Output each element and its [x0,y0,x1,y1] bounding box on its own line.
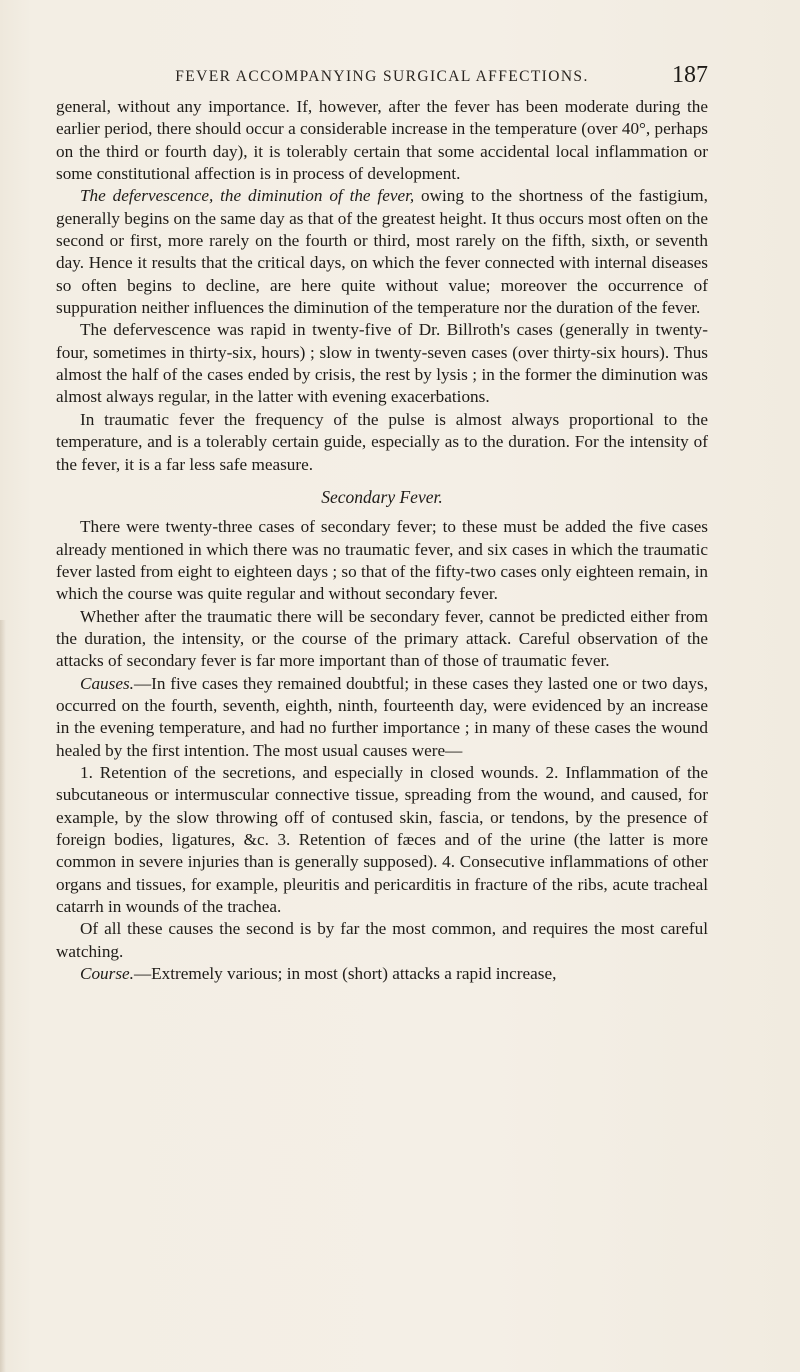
paragraph-text: owing to the shortness of the fastigium, generally begins on the same day as that of the greatest height. It thus occurs most often on the second or first, more rarely on the fourth or third, most rarely on the fifth, sixth, or seventh day. Hence it results that the critical days, on which the fever connected with internal diseases so often begins to decline, are here quite without value; moreover the occurrence of suppuration neither influences the diminution of the temperature nor the duration of the fever. [56,186,708,318]
paragraph-lead-italic: The defervescence, the diminution of the fever, [80,186,415,206]
paragraph-most-common: Of all these causes the second is by far the most common, and requires the most careful watching. [56,919,708,961]
paragraph-billroth-cases: The defervescence was rapid in twenty-five of Dr. Billroth's cases (generally in twenty-four, sometimes in thirty-six, hours) ; slow in twenty-seven cases (over thirty-six hours). Thus almost the half of the cases ended by crisis, the rest by lysis ; in the former the diminution was almost always regular, in the latter with evening exacerbations. [56,320,708,407]
page-body [56,96,708,985]
paragraph-pulse: In traumatic fever the frequency of the pulse is almost always proportional to the temperature, and is a tolerably certain guide, especially as to the duration. For the intensity of the fever, it is a far less safe measure. [56,409,708,474]
running-head: FEVER ACCOMPANYING SURGICAL AFFECTIONS. [175,68,589,85]
paragraph-causes [56,673,708,762]
paragraph-text: —Extremely various; in most (short) attacks a rapid increase, [133,964,557,984]
paragraph-lead-italic: Causes. [80,673,134,693]
paragraph-course [56,963,708,985]
page-gutter-shadow [0,620,6,1372]
page-number: 187 [672,62,708,88]
paragraph-lead-italic: Course. [80,964,134,984]
section-heading: Secondary Fever. [321,486,443,507]
paragraph-secondary-cases: There were twenty-three cases of secondary fever; to these must be added the five cases already mentioned in which there was no traumatic fever, and six cases in which the traumatic fever lasted from eight to eighteen days ; so that of the fifty-two cases only eighteen remain, in which the course was quite regular and without secondary fever. [56,517,708,604]
paragraph-continuation: general, without any importance. If, however, after the fever has been moderate during the earlier period, there should occur a considerable increase in the temperature (over 40°, perhaps on the third or fourth day), it is tolerably certain that some accidental local inflammation or some constitutional affection is in process of development. [56,97,708,184]
page-header [56,60,708,90]
paragraph-text: —In five cases they remained doubtful; in these cases they lasted one or two days, occurred on the fourth, seventh, eighth, ninth, fourteenth day, were evidenced by an increase in the evening temperature, and had no further importance ; in many of these cases the wound healed by the first intention. The most usual causes were— [56,673,708,760]
paragraph-prediction: Whether after the traumatic there will be secondary fever, cannot be predicted either from the duration, the intensity, or the course of the primary attack. Careful observation of the attacks of secondary fever is far more important than of those of traumatic fever. [56,606,708,671]
paragraph-causes-list: 1. Retention of the secretions, and especially in closed wounds. 2. Inflammation of the subcutaneous or intermuscular connective tissue, spreading from the wound, and caused, for example, by the slow throwing off of contused skin, fascia, or tendons, by the presence of foreign bodies, ligatures, &c. 3. Retention of fæces and of the urine (the latter is more common in severe injuries than is generally supposed). 4. Consecutive inflammations of other organs and tissues, for example, pleuritis and pericarditis in fracture of the ribs, acute tracheal catarrh in wounds of the trachea. [56,762,708,917]
paragraph-defervescence [56,185,708,319]
